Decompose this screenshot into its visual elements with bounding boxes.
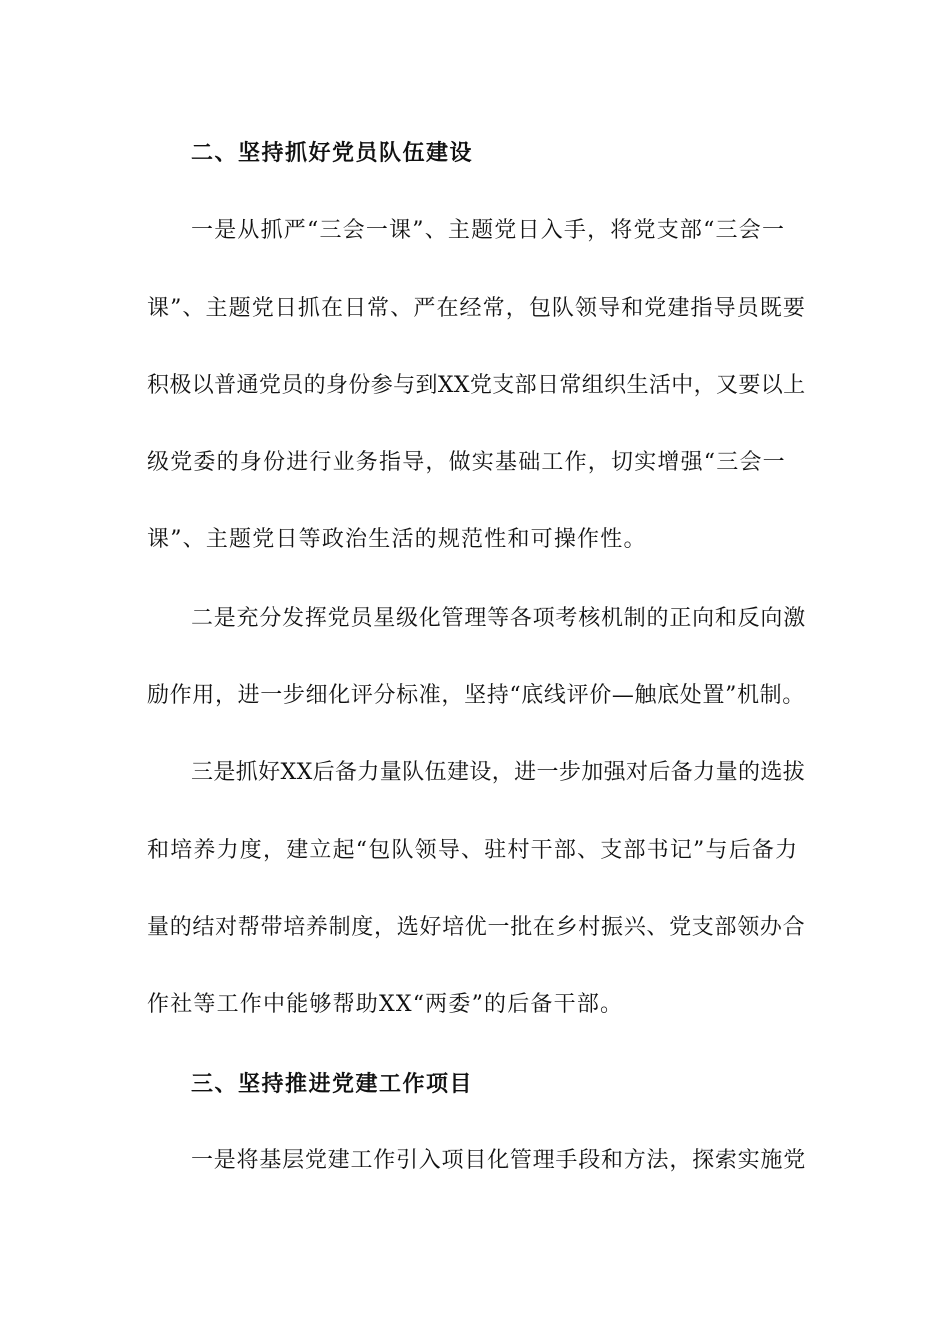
paragraph-line: 和培养力度，建立起“包队领导、驻村干部、支部书记”与后备力 <box>147 838 799 863</box>
section-heading: 二、坚持抓好党员队伍建设 <box>191 140 474 166</box>
paragraph-line: 三是抓好XX后备力量队伍建设，进一步加强对后备力量的选拔 <box>191 760 806 785</box>
paragraph-line: 级党委的身份进行业务指导，做实基础工作，切实增强“三会一 <box>147 450 786 475</box>
section-heading: 三、坚持推进党建工作项目 <box>191 1071 474 1097</box>
paragraph-line: 励作用，进一步细化评分标准，坚持“底线评价—触底处置”机制。 <box>147 683 805 708</box>
paragraph-line: 二是充分发挥党员星级化管理等各项考核机制的正向和反向激 <box>191 606 806 631</box>
paragraph-line: 一是从抓严“三会一课”、主题党日入手，将党支部“三会一 <box>191 218 786 243</box>
paragraph-line: 课”、主题党日抓在日常、严在经常，包队领导和党建指导员既要 <box>147 296 806 321</box>
paragraph-line: 积极以普通党员的身份参与到XX党支部日常组织生活中，又要以上 <box>147 373 806 398</box>
paragraph-line: 课”、主题党日等政治生活的规范性和可操作性。 <box>147 527 647 552</box>
paragraph-line: 作社等工作中能够帮助XX“两委”的后备干部。 <box>147 992 624 1017</box>
paragraph-line: 一是将基层党建工作引入项目化管理手段和方法，探索实施党 <box>191 1148 806 1173</box>
paragraph-line: 量的结对帮带培养制度，选好培优一批在乡村振兴、党支部领办合 <box>147 915 806 940</box>
